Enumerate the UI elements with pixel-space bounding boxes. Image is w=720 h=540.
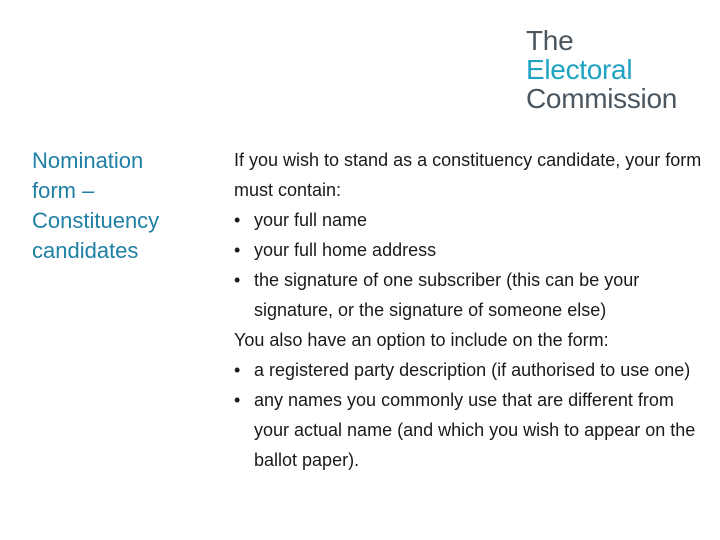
title-line-1: Nomination — [32, 148, 144, 173]
logo-line-the: The — [526, 25, 574, 56]
intro-text: If you wish to stand as a constituency candidate, your form must contain: — [234, 150, 702, 200]
list-item-text: your full home address — [254, 240, 437, 260]
optional-items-list — [234, 355, 710, 475]
required-items-list — [234, 205, 710, 325]
bullet-icon: • — [234, 240, 241, 260]
list-item-text: a registered party description (if authorised to use one) — [254, 360, 691, 380]
list-item-text: the signature of one subscriber (this can be your signature, or the signature of someone else) — [254, 270, 640, 320]
bullet-icon: • — [234, 210, 241, 230]
logo-line-electoral: Electoral — [526, 54, 633, 85]
title-line-2: form – — [32, 178, 95, 203]
list-item — [234, 385, 710, 475]
list-item-text: your full name — [254, 210, 368, 230]
optional-intro-text: You also have an option to include on the form: — [234, 330, 609, 350]
list-item — [234, 265, 710, 325]
bullet-icon: • — [234, 390, 241, 410]
slide-content — [234, 145, 710, 475]
slide-title — [32, 146, 212, 266]
title-line-3: Constituency — [32, 208, 160, 233]
electoral-commission-logo — [526, 26, 716, 113]
list-item — [234, 355, 710, 385]
list-item — [234, 205, 710, 235]
list-item — [234, 235, 710, 265]
list-item-text: any names you commonly use that are different from your actual name (and which you wish to appear on the ballot paper). — [254, 390, 696, 470]
logo-line-commission: Commission — [526, 83, 678, 114]
title-line-4: candidates — [32, 238, 139, 263]
bullet-icon: • — [234, 270, 241, 290]
bullet-icon: • — [234, 360, 241, 380]
